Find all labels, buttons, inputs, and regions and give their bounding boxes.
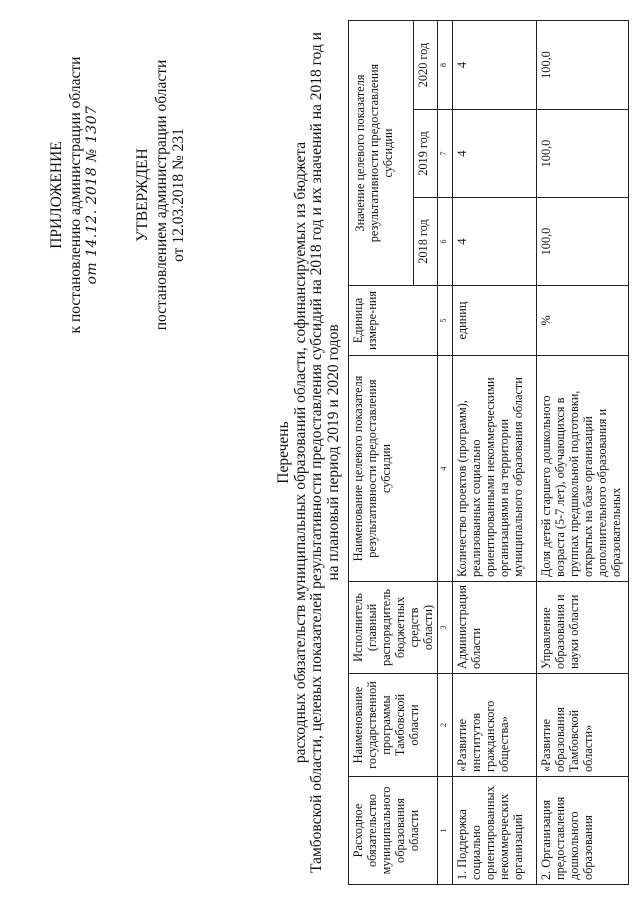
header-indicator: Наименование целевого показателя результативности предоставления субсидии [349, 356, 438, 582]
column-number: 6 [438, 198, 453, 286]
column-number: 8 [438, 21, 453, 110]
header-value-group: Значение целевого показателя результативности предоставления субсидии [349, 21, 414, 286]
table-row [537, 21, 629, 885]
title-line-4: на плановый период 2019 и 2020 годов [324, 324, 342, 581]
column-number: 5 [438, 286, 453, 356]
cell-value-2020: 100,0 [537, 21, 629, 110]
column-number: 7 [438, 110, 453, 198]
cell-executor: Управление образования и науки области [537, 582, 629, 674]
header-obligation: Расходное обязательство муниципального образования области [349, 777, 438, 885]
approved-date: от 12.03.2018 № 231 [170, 128, 187, 262]
obligations-table [348, 20, 629, 885]
column-number: 2 [438, 674, 453, 777]
table-row [453, 21, 537, 885]
cell-value-2018: 4 [453, 198, 537, 286]
cell-indicator: Количество проектов (программ), реализованных социально ориентированными некоммерческими организациями на территории муниципального образования области [453, 356, 537, 582]
cell-unit: единиц [453, 286, 537, 356]
cell-obligation: 1. Поддержка социально ориентированных некоммерческих организаций [453, 777, 537, 885]
column-number: 1 [438, 777, 453, 885]
cell-program: «Развитие институтов гражданского общества» [453, 674, 537, 777]
header-year-2020: 2020 год [413, 21, 437, 110]
title-line-2: расходных обязательств муниципальных образований области, софинансируемых из бюджета [291, 141, 309, 764]
approved-reference: постановлением администрации области [153, 59, 170, 331]
header-year-2018: 2018 год [413, 198, 437, 286]
header-executor: Исполнитель (главный распорядитель бюджетных средств области) [349, 582, 438, 674]
column-number: 3 [438, 582, 453, 674]
cell-unit: % [537, 286, 629, 356]
cell-executor: Администрация области [453, 582, 537, 674]
cell-value-2020: 4 [453, 21, 537, 110]
table-header-row [349, 21, 414, 885]
header-year-2019: 2019 год [413, 110, 437, 198]
cell-value-2019: 100,0 [537, 110, 629, 198]
header-unit: Единица измере-ния [349, 286, 438, 356]
cell-value-2018: 100,0 [537, 198, 629, 286]
header-program: Наименование государственной программы Тамбовской области [349, 674, 438, 777]
appendix-title: ПРИЛОЖЕНИЕ [48, 141, 65, 249]
title-line-3: Тамбовской области, целевых показателей результативности предоставления субсидий на 2018 год и их значений на 2018 год и [308, 32, 325, 873]
cell-indicator: Доля детей старшего дошкольного возраста (5-7 лет), обучающихся в группах предшкольной подготовки, открытых на базе организаций дополнительного образования и образовательных [537, 356, 629, 582]
column-number: 4 [438, 356, 453, 582]
cell-value-2019: 4 [453, 110, 537, 198]
cell-program: «Развитие образования Тамбовской области» [537, 674, 629, 777]
appendix-block [48, 25, 101, 365]
document-title [276, 0, 342, 905]
appendix-reference: к постановлению администрации области [67, 56, 84, 334]
cell-obligation: 2. Организация предоставления дошкольного образования [537, 777, 629, 885]
approved-block [134, 25, 187, 365]
title-line-1: Перечень [275, 421, 292, 484]
column-number-row [438, 21, 453, 885]
appendix-handwritten-number: от 14.12. 2018 № 1307 [84, 105, 100, 285]
approved-title: УТВЕРЖДЕН [134, 148, 151, 242]
